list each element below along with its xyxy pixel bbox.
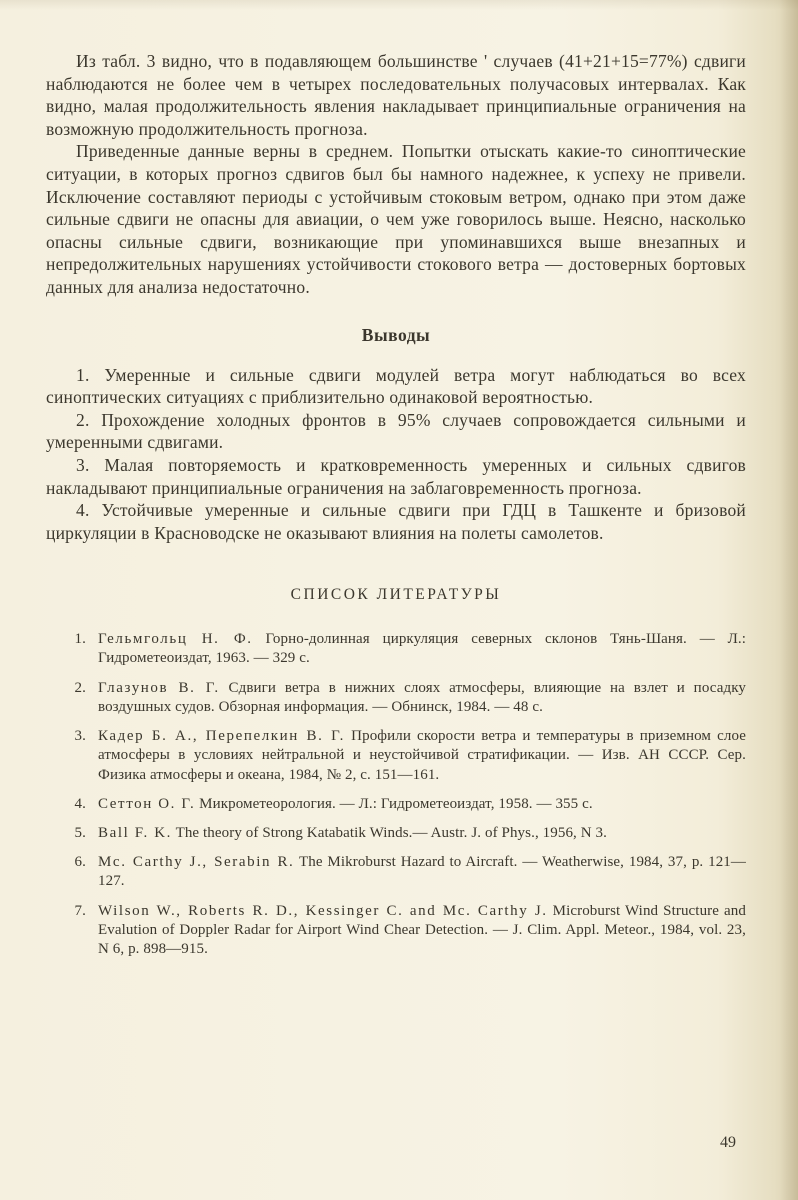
reference-author: Гельмгольц Н. Ф. — [98, 631, 253, 648]
conclusion-item: 2. Прохождение холодных фронтов в 95% случаев сопровождается сильными и умеренными сдвигами. — [46, 409, 746, 453]
body-paragraph: Приведенные данные верны в среднем. Попытки отыскать какие-то синоптические ситуации, в которых прогноз сдвигов был бы намного надежнее, к успеху не привели. Исключение составляют периоды с устойчивым стоковым ветром, однако при этом даже сильные сдвиги не опасны для авиации, о чем уже говорилось выше. Неясно, насколько опасны сильные сдвиги, возникающие при упоминавшихся выше внезапных и непредолжительных нарушениях устойчивости стокового ветра — достоверных бортовых данных для анализа недостаточно. — [46, 141, 746, 297]
reference-text — [98, 902, 746, 960]
reference-text — [98, 824, 746, 843]
reference-body-text: Горно-долинная циркуляция северных склонов Тянь-Шаня. — Л.: Гидрометеоиздат, 1963. — 329 с. — [98, 631, 747, 667]
reference-author: Глазунов В. Г. — [98, 679, 220, 696]
reference-text — [98, 853, 746, 891]
reference-number: 3. — [74, 728, 86, 745]
reference-item — [60, 679, 746, 717]
reference-body-text: Микрометеорология. — Л.: Гидрометеоиздат, 1958. — 355 с. — [195, 795, 593, 812]
reference-body-text: Профили скорости ветра и температуры в приземном слое атмосферы в условиях нейтральной и неустойчивой стратификации. — Изв. АН СССР. Сер. Физика атмосферы и океана, 1984, № 2, с. 151—161. — [98, 728, 747, 783]
reference-number: 5. — [74, 824, 86, 841]
reference-author: Mc. Carthy J., Serabin R. — [98, 854, 295, 871]
reference-item — [60, 630, 746, 668]
reference-body-text: The theory of Strong Katabatik Winds.— Austr. J. of Phys., 1956, N 3. — [171, 824, 607, 841]
reference-item — [60, 795, 746, 814]
reference-item — [60, 727, 746, 785]
conclusions-heading: Выводы — [361, 324, 431, 345]
reference-list — [46, 630, 746, 959]
reference-body-text: Сдвиги ветра в нижних слоях атмосферы, влияющие на взлет и посадку воздушных судов. Обзорная информация. — Обнинск, 1984. — 48 с. — [98, 679, 746, 715]
reference-body-text: The Mikroburst Hazard to Aircraft. — Weatherwise, 1984, 37, p. 121—127. — [98, 854, 747, 890]
page-number: 49 — [720, 1134, 736, 1151]
conclusion-item: 4. Устойчивые умеренные и сильные сдвиги при ГДЦ в Ташкенте и бризовой циркуляции в Красноводске не оказывают влияния на полеты самолетов. — [46, 500, 746, 543]
page-top-shadow — [0, 0, 798, 10]
page-content — [46, 50, 746, 969]
reference-text — [98, 795, 746, 814]
reference-text — [98, 630, 746, 668]
reference-number: 1. — [74, 631, 86, 648]
page-edge-shadow — [780, 0, 798, 1200]
reference-number: 6. — [74, 854, 86, 871]
reference-number: 7. — [74, 902, 86, 919]
conclusion-item: 3. Малая повторяемость и кратковременность умеренных и сильных сдвигов накладывают принципиальные ограничения на заблаговременность прогноза. — [46, 454, 746, 498]
conclusion-item: 1. Умеренные и сильные сдвиги модулей ветра могут наблюдаться во всех синоптических ситуациях с приблизительно одинаковой вероятностью. — [46, 364, 746, 408]
references-heading: СПИСОК ЛИТЕРАТУРЫ — [290, 586, 502, 604]
reference-text — [98, 727, 746, 785]
reference-item — [60, 824, 746, 843]
reference-body-text: Microburst Wind Structure and Evalution of Doppler Radar for Airport Wind Chear Detection. — J. Clim. Appl. Meteor., 1984, vol. 23, N 6, p. 898—915. — [98, 902, 746, 957]
reference-author: Ball F. K. — [98, 824, 172, 841]
reference-number: 2. — [74, 679, 86, 696]
body-paragraph: Из табл. 3 видно, что в подавляющем большинстве ' случаев (41+21+15=77%) сдвиги наблюдаются не более чем в четырех последовательных получасовых интервалах. Как видно, малая продолжительность явления накладывает принципиальные ограничения на возможную продолжительность прогноза. — [46, 51, 746, 139]
reference-author: Кадер Б. А., Перепелкин В. Г. — [98, 728, 346, 745]
reference-item — [60, 853, 746, 891]
reference-text — [98, 679, 746, 717]
reference-author: Wilson W., Roberts R. D., Kessinger C. and Mc. Carthy J. — [98, 902, 548, 919]
reference-item — [60, 902, 746, 960]
reference-number: 4. — [74, 795, 86, 812]
reference-author: Сеттон О. Г. — [98, 795, 196, 812]
